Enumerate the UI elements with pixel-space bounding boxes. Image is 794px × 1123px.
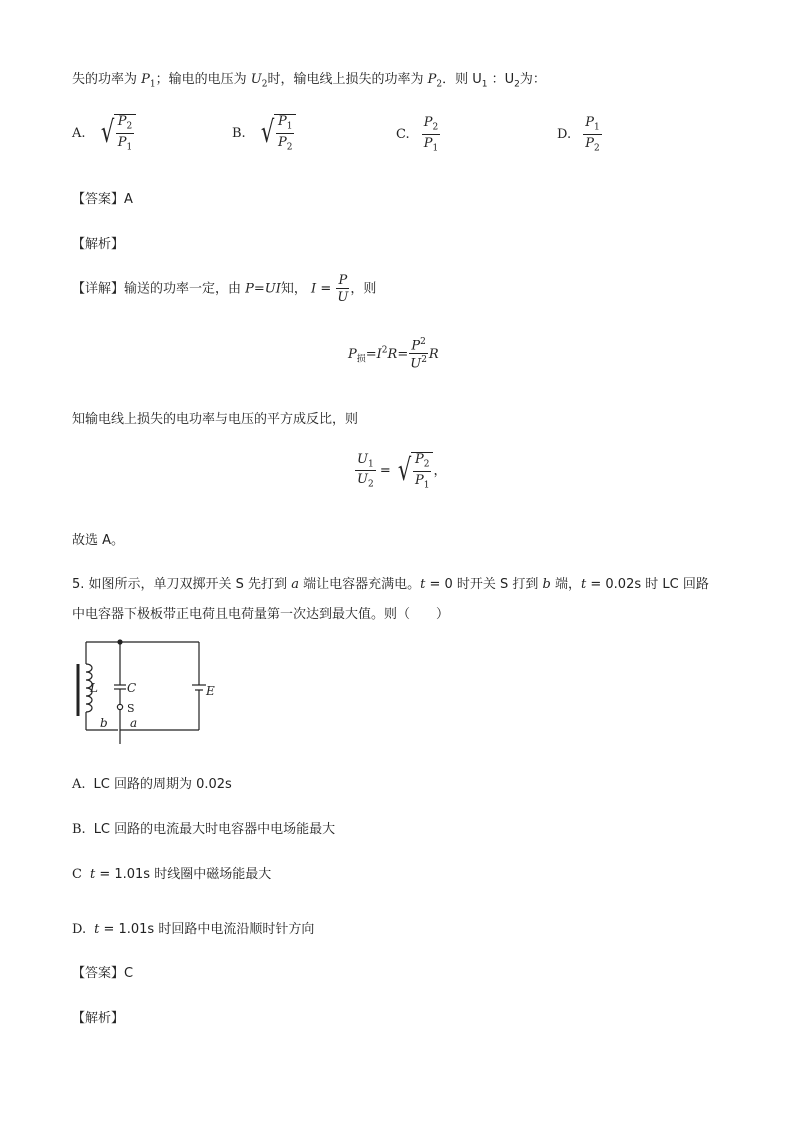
sqrt-expression: √ $\frac{P_1}{P_2}$ [258,114,297,152]
label-l: L [90,681,98,695]
switch-pivot [117,704,122,709]
q4-detail: 【详解】输送的功率一定，由 P=UI知， I = $\frac{P}{U}$ ，则 [72,273,377,305]
fraction: $\frac{P}{U}$ [337,273,349,305]
q5-option-a: A. LC 回路的周期为 0.02s [72,777,232,792]
q5-answer: 【答案】C [72,966,134,981]
q5-stem-line1: 5. 如图所示，单刀双掷开关 S 先打到 a 端让电容器充满电。t = 0 时开关 S 打到 b 端，t = 0.02s 时 LC 回路 [72,577,709,592]
intro-line: 失的功率为 $P_1$；输电的电压为 $U_2$时，输电线上损失的功率为 $P_2$．则 $U_1$ ：$U_2$为： [72,72,546,90]
label-a: a [130,716,138,730]
fraction: $\frac{P_1}{P_2}$ [585,115,600,154]
q4-option-c: C. $\frac{P_2}{P_1}$ [396,115,439,154]
sqrt-expression: √ $\frac{P_2}{P_1}$ [98,114,137,152]
q4-answer: 【答案】A [72,192,133,207]
q5-option-d: D. t = 1.01s 时回路中电流沿顺时针方向 [72,922,315,937]
equation-power-loss: $P_损=I^2R=$ $\frac{P^2}{U^2}$ R [348,337,439,372]
q4-option-a: A. √ $\frac{P_2}{P_1}$ [72,114,136,152]
equation-voltage-ratio: $\frac{U_1}{U_2}$ = √ $\frac{P_2}{P_1}$ ， [357,451,447,491]
q4-conclusion: 故选 A。 [72,533,125,548]
q5-option-b: B. LC 回路的电流最大时电容器中电场能最大 [72,822,336,837]
label-e: E [206,684,215,698]
junction-dot [117,639,122,644]
q5-option-c: C t = 1.01s 时线圈中磁场能最大 [72,867,272,882]
q4-option-d: D. $\frac{P_1}{P_2}$ [557,115,600,154]
fraction: $\frac{P_2}{P_1}$ [423,115,439,154]
q5-analysis-heading: 【解析】 [72,1011,125,1026]
label-c: C [127,681,137,695]
inverse-statement: 知输电线上损失的电功率与电压的平方成反比，则 [72,412,359,427]
lc-circuit-diagram [70,634,220,746]
q4-analysis-heading: 【解析】 [72,237,125,252]
label-s: S [127,702,135,715]
q5-stem-line2: 中电容器下极板带正电荷且电荷量第一次达到最大值。则（ ） [72,607,450,622]
q4-option-b: B. √ $\frac{P_1}{P_2}$ [232,114,296,152]
label-b: b [100,716,108,730]
